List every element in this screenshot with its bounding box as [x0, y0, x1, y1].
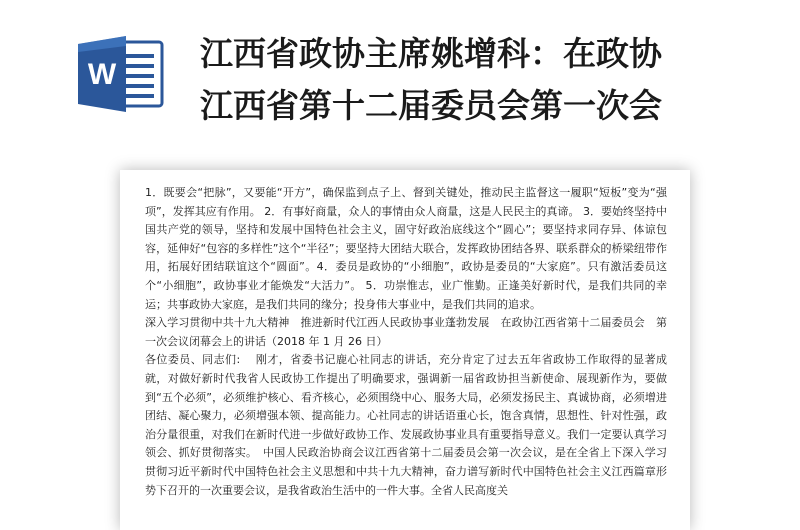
document-body — [145, 184, 667, 500]
paragraph-quotes: 1．既要会“把脉”，又要能“开方”，确保监到点子上、督到关键处，推动民主监督这一履职“短板”变为“强项”，发挥其应有作用。 2．有事好商量，众人的事情由众人商量，这是人民民主的真谛。 3．要始终坚持中国共产党的领导，坚持和发展中国特色社会主义，固守好政治底线这个“圆心”；要坚持求同存异、体谅包容，延伸好“包容的多样性”这个“半径”；要坚持大团结大联合，发挥政协团结各界、联系群众的桥梁纽带作用，拓展好团结联谊这个“圆面”。4．委员是政协的“小细胞”，政协是委员的“大家庭”。只有激活委员这个“小细胞”，政协事业才能焕发“大活力”。 5．功崇惟志，业广惟勤。正逢美好新时代，是我们共同的幸运；共事政协大家庭，是我们共同的缘分；投身伟大事业中，是我们共同的追求。 — [145, 186, 667, 311]
document-page — [120, 170, 690, 526]
paragraph-speech-title: 深入学习贯彻中共十九大精神 推进新时代江西人民政协事业蓬勃发展 在政协江西省第十二届委员会 第一次会议闭幕会上的讲话（2018 年 1 月 26 日） — [145, 316, 667, 348]
title-line-2: 江西省第十二届委员会第一次会 — [200, 86, 662, 125]
word-app-icon — [76, 34, 164, 114]
title-line-1: 江西省政协主席姚增科：在政协 — [200, 34, 662, 73]
page-title — [200, 28, 800, 132]
word-logo-letter: W — [87, 58, 117, 91]
paragraph-speech-body: 各位委员、同志们: 刚才，省委书记鹿心社同志的讲话，充分肯定了过去五年省政协工作取得的显著成就，对做好新时代我省人民政协工作提出了明确要求，强调新一届省政协担当新使命、展现新作为，要做到“五个必须”，必须维护核心、看齐核心，必须围绕中心、服务大局，必须发扬民主、真诚协商，必须增进团结、凝心聚力，必须增强本领、提高能力。心社同志的讲话语重心长，饱含真情，思想性、针对性强，政治分量很重，对我们在新时代进一步做好政协工作、发展政协事业具有重要指导意义。我们一定要认真学习领会、抓好贯彻落实。 中国人民政治协商会议江西省第十二届委员会第一次会议，是在全省上下深入学习贯彻习近平新时代中国特色社会主义思想和中共十九大精神，奋力谱写新时代中国特色社会主义江西篇章形势下召开的一次重要会议，是我省政治生活中的一件大事。全省人民高度关 — [145, 353, 667, 497]
